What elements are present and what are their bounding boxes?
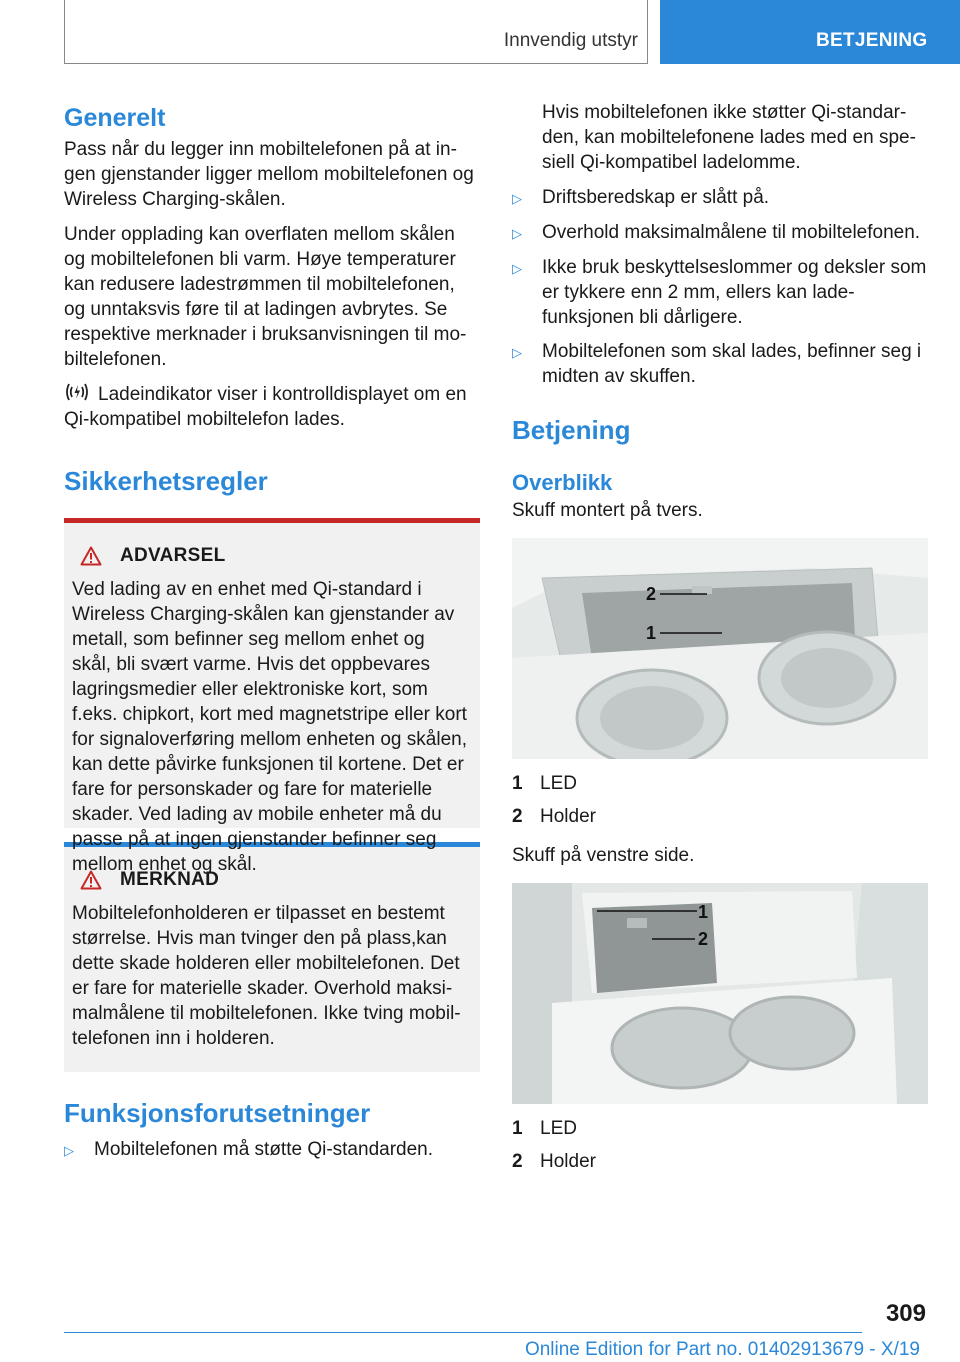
callout-label: 1 [698,902,709,922]
list-item: ▷ Mobiltelefonen som skal lades, befinner seg i midten av skuffen. [512,341,922,387]
continued-text: Hvis mobiltelefonen ikke støtter Qi-standarden, kan mobiltelefonene lades med en spesiell Qi-kompatibel ladelomme. [542,102,916,173]
caution-triangle-icon [80,870,102,890]
page-number: 309 [885,1300,926,1327]
list-item: ▷ Overhold maksimalmålene til mobiltelefonen. [512,220,928,246]
list-item: ▷ Mobiltelefonen må støtte Qi-standarden. [64,1137,480,1163]
callout-label: 1 [646,623,657,643]
chapter-tab[interactable]: BETJENING [660,0,960,64]
generelt-paragraph-1: Pass når du legger inn mobiltelefonen på at ingen gjenstander ligger mellom mobiltelefonen og Wireless Charging-skålen. [64,139,474,210]
section-title: Innvendig utstyr [503,30,638,51]
footer-divider [64,1332,862,1333]
heading-generelt: Generelt [64,104,166,132]
warning-title: ADVARSEL [72,545,472,567]
bullet-triangle-icon: ▷ [512,345,522,360]
generelt-paragraph-3 [64,382,480,432]
bullet-triangle-icon: ▷ [512,191,522,206]
photo-tray-across [512,538,928,759]
warning-box [64,518,480,875]
callout-label: 2 [646,584,657,604]
heading-overblikk: Overblikk [512,470,613,495]
list-item: ▷ Ikke bruk beskyttelseslommer og deksler som er tykkere enn 2 mm, ellers kan ladefunksjonen bli dårligere. [512,257,927,328]
console-illustration [512,538,928,759]
note-box [64,842,480,1072]
bullet-triangle-icon: ▷ [512,261,522,276]
caption-tray-across: Skuff montert på tvers. [512,500,703,521]
warning-text: Ved lading av en enhet med Qi-standard i Wireless Charging-skålen kan gjenstander av metall, som befinner seg mellom enhet og skål, bli svært varme. Hvis det oppbevares lagringsmedier eller elektroniske kort, som f.eks. chipkort, kort med magnetstripe eller kort for signaloverføring mellom enheten og skålen, kan dette påvirke funksjonen til kortene. Det er fare for personskader og fare for materielle skader. Ved lading av mobile enheter må du passe på at ingen gjenstander befinner seg mellom enhet og skål. [72,579,467,875]
wireless-charging-icon [64,382,90,402]
note-title: MERKNAD [72,869,472,891]
heading-sikkerhetsregler: Sikkerhetsregler [64,466,268,496]
note-text: Mobiltelefonholderen er tilpasset en bestemt størrelse. Hvis man tvinger den på plass,kan dette skade holderen eller mobiltelefonen. Det er fare for materielle skader. Overhold maksimalmålene til mobiltelefonen. Ikke tving mobiltelefonen inn i holderen. [72,903,461,1049]
left-column [64,100,480,1163]
bullet-triangle-icon: ▷ [64,1143,74,1158]
generelt-paragraph-2: Under opplading kan overflaten mellom skålen og mobiltelefonen bli varm. Høye temperaturer kan redusere ladestrømmen til mobiltelefonen, og unntaksvis føre til at ladingen avbrytes. Se respektive merknader i bruksanvisningen til mobiltelefonen. [64,224,467,370]
footer-edition: Online Edition for Part no. 01402913679 - X/19 [524,1339,920,1360]
heading-funksjonsforutsetninger: Funksjonsforutsetninger [64,1098,371,1128]
right-column [512,100,928,1178]
warning-triangle-icon [80,546,102,566]
console-illustration [512,883,928,1104]
callout-label: 2 [698,929,709,949]
heading-betjening: Betjening [512,415,631,445]
legend-item: 1 LED [512,1118,577,1139]
charge-indicator-text: Ladeindikator viser i kontrolldisplayet om en Qi-kompatibel mobiltelefon lades. [64,384,467,430]
photo-tray-left [512,883,928,1104]
legend-item: 2 Holder [512,1151,596,1172]
list-item: ▷ Driftsberedskap er slått på. [512,185,928,211]
caption-tray-left: Skuff på venstre side. [512,845,695,866]
legend-item: 2 Holder [512,806,596,827]
legend-item: 1 LED [512,773,577,794]
bullet-triangle-icon: ▷ [512,226,522,241]
